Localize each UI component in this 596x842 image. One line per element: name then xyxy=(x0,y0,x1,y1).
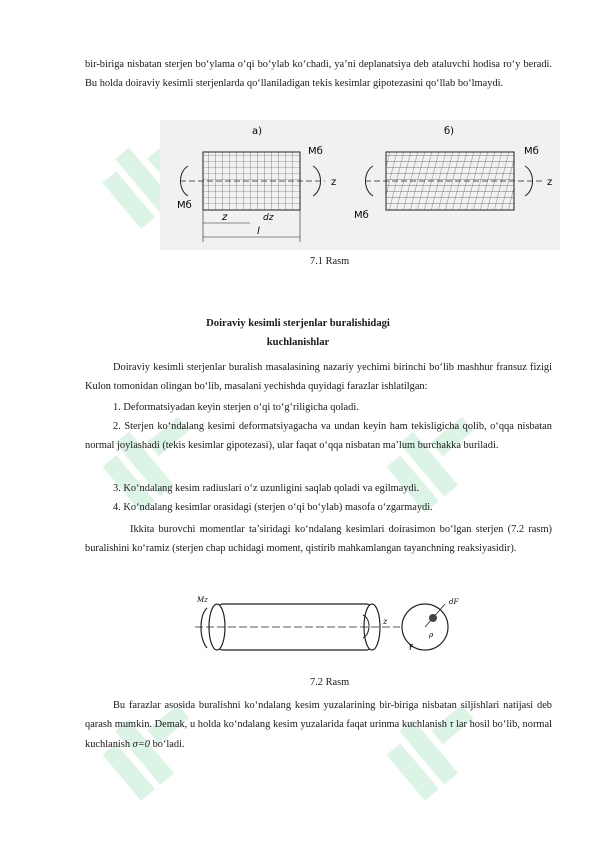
paragraph-conclusion xyxy=(85,696,552,754)
fig2-z: z xyxy=(383,617,388,626)
fig1-mb-left-b: Мб xyxy=(354,210,369,221)
fig1-z-dim: z xyxy=(222,212,228,223)
fig1-mb-right-a: Мб xyxy=(308,146,323,157)
fig1-z-a: z xyxy=(331,177,337,188)
fig1-label-b: б) xyxy=(444,126,455,137)
list-item-4: 4. Ko‘ndalang kesimlar orasidagi (sterjen o‘qi bo‘ylab) masofa o‘zgarmaydi. xyxy=(113,502,433,513)
figure-7-1-caption: 7.1 Rasm xyxy=(310,256,350,267)
fig1-dz: dz xyxy=(263,213,274,223)
fig1-z-b: z xyxy=(547,177,553,188)
section-heading-line1: Doiraviy kesimli sterjenlar buralishidagi xyxy=(206,318,390,329)
figure-7-1 xyxy=(160,120,560,250)
paragraph-kulon: Doiraviy kesimli sterjenlar buralish masalasining nazariy yechimi birinchi bo‘lib mashhur fransuz fizigi Kulon tomonidan olingan bo‘lib, masalani yechishda quyidagi farazlar ishlatilgan: xyxy=(85,362,552,393)
figure-7-2 xyxy=(195,590,465,660)
section-heading-line2: kuchlanishlar xyxy=(266,337,330,348)
fig1-mb-left-a: Мб xyxy=(177,200,192,211)
list-item-2: 2. Sterjen ko‘ndalang kesimi deformatsiyagacha va undan keyin ham tekisligicha qolib, o‘qqa nisbatan normal joylashadi (tekis kesimlar gipotezasi), ular faqat o‘qqa nisbatan ma’lum burchakka buriladi. xyxy=(85,421,552,452)
fig2-mz: Mz xyxy=(197,596,208,604)
list-item-3: 3. Ko‘ndalang kesim radiuslari o‘z uzunligini saqlab qoladi va egilmaydi. xyxy=(113,483,420,494)
fig2-rho: ρ xyxy=(429,631,434,639)
fig2-dF: dF xyxy=(449,598,459,606)
fig1-l: l xyxy=(257,226,260,237)
paragraph-torsion: Ikkita burovchi momentlar ta’siridagi ko‘ndalang kesimlari doirasimon bo‘lgan sterjen (7.2 rasm) buralishini ko‘ramiz (sterjen chap uchidagi moment, qistirib mahkamlangan tayanchning reaksiyasidir). xyxy=(85,524,552,555)
paragraph-conclusion-end: bo‘ladi. xyxy=(149,738,185,750)
paragraph-conclusion-mid: lar hosil bo‘lib, normal kuchlanish xyxy=(85,719,552,750)
sigma-formula: σ=0 xyxy=(132,738,150,750)
fig2-F: F xyxy=(409,643,414,652)
paragraph-conclusion-start: Bu farazlar asosida buralishni ko‘ndalang kesim yuzalarining bir-biriga nisbatan siljishlari natijasi deb qarash mumkin. Demak, u holda ko‘ndalang kesim yuzalarida faqat urinma kuchlanish xyxy=(85,700,552,731)
fig1-label-a: а) xyxy=(252,126,263,137)
list-item-1: 1. Deformatsiyadan keyin sterjen o‘qi to‘g‘riligicha qoladi. xyxy=(113,402,359,413)
fig1-mb-right-b: Мб xyxy=(524,146,539,157)
paragraph-intro: bir-biriga nisbatan sterjen bo‘ylama o‘qi bo‘ylab ko‘chadi, ya’ni deplanatsiya deb ataluvchi hodisa ro‘y beradi. Bu holda doiraviy kesimli sterjenlarda qo‘llaniladigan tekis kesimlar gipotezasini qo‘llab bo‘lmaydi. xyxy=(85,59,552,90)
figure-7-2-caption: 7.2 Rasm xyxy=(310,677,350,688)
tau-symbol: τ xyxy=(449,719,454,731)
